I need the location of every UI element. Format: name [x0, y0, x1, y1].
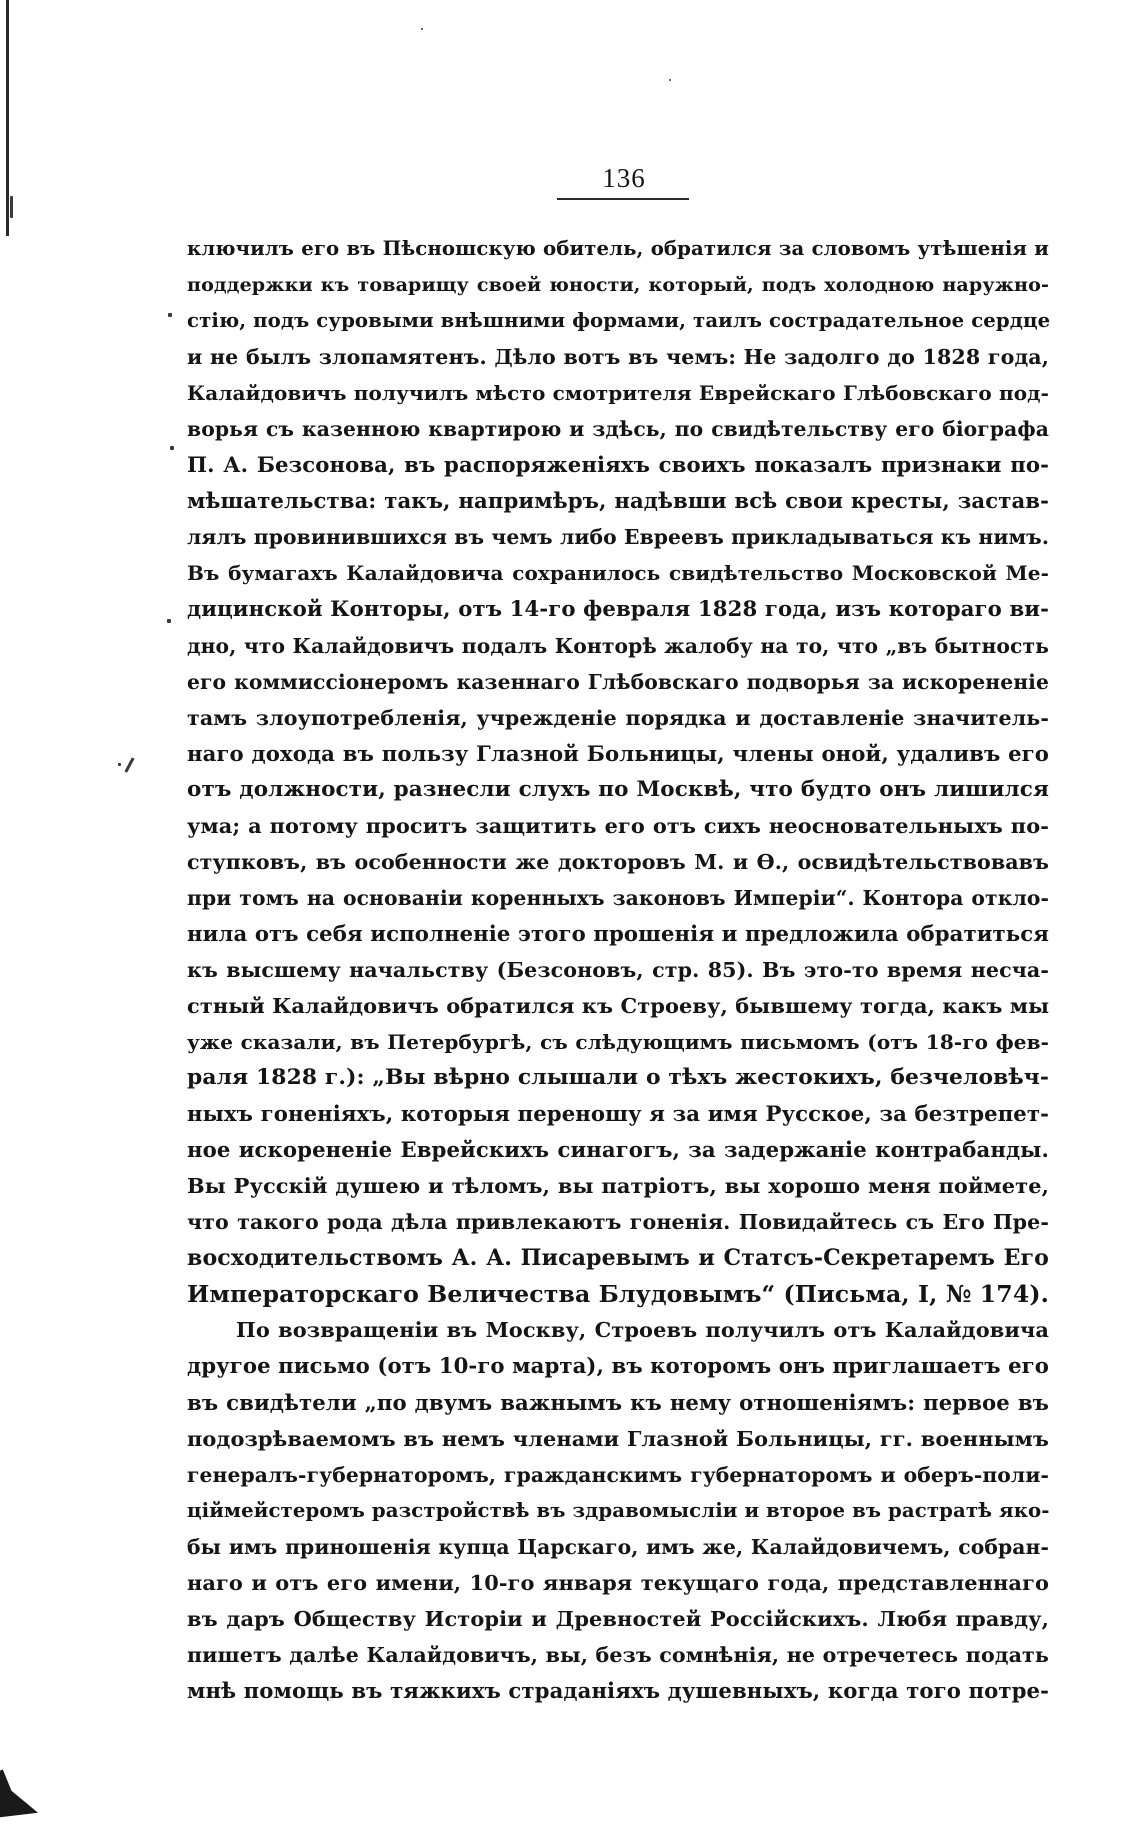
text-line: нила отъ себя исполненіе этого прошенія и предложила обратиться — [187, 920, 1049, 946]
text-line: тамъ злоупотребленія, учрежденіе порядка и доставленіе значитель- — [187, 705, 1049, 730]
text-line: мѣшательства: такъ, напримѣръ, надѣвши всѣ свои кресты, застав- — [187, 488, 1049, 514]
text-line: Императорскаго Величества Блудовымъ“ (Письма, I, № 174). — [187, 1280, 1049, 1309]
margin-speck — [168, 313, 172, 317]
text-line: Вы Русскій душею и тѣломъ, вы патріотъ, вы хорошо меня поймете, — [187, 1173, 1049, 1199]
margin-speck — [421, 28, 423, 30]
text-line: отъ должности, разнесли слухъ по Москвѣ, что будто онъ лишился — [187, 776, 1049, 802]
text-line: Въ бумагахъ Калайдовича сохранилось свидѣтельство Московской Ме- — [187, 561, 1049, 586]
text-line: дицинской Конторы, отъ 14-го февраля 1828 года, изъ котораго ви- — [187, 596, 1049, 622]
text-line: ума; а потому проситъ защитить его отъ сихъ неосновательныхъ по- — [187, 812, 1049, 838]
text-line: поддержки къ товарищу своей юности, который, подъ холодною наружно- — [187, 273, 1049, 297]
text-line: его коммиссіонеромъ казеннаго Глѣбовскаго подворья за искорененіе — [187, 669, 1049, 694]
margin-speck — [10, 196, 13, 218]
scan-corner-mark — [0, 1781, 38, 1826]
text-line: подозрѣваемомъ въ немъ членами Глазной Больницы, гг. военнымъ — [187, 1425, 1049, 1451]
margin-speck — [170, 446, 174, 450]
text-line: стный Калайдовичъ обратился къ Строеву, бывшему тогда, какъ мы — [187, 992, 1050, 1018]
text-line: въ свидѣтели „по двумъ важнымъ къ нему отношеніямъ: первое въ — [187, 1389, 1049, 1415]
text-line: уже сказали, въ Петербургѣ, съ слѣдующимъ письмомъ (отъ 18-го фев- — [187, 1030, 1049, 1055]
text-line: къ высшему начальству (Безсоновъ, стр. 85). Въ это-то время несча- — [187, 957, 1049, 982]
margin-speck — [118, 763, 121, 766]
text-line: По возвращеніи въ Москву, Строевъ получилъ отъ Калайдовича — [236, 1317, 1049, 1343]
text-line: дно, что Калайдовичъ подалъ Конторѣ жалобу на то, что „въ бытность — [187, 633, 1049, 658]
text-line: что такого рода дѣла привлекаютъ гоненія. Повидайтесь съ Его Пре- — [187, 1210, 1049, 1235]
text-line: восходительствомъ А. А. Писаревымъ и Статсъ-Секретаремъ Его — [187, 1245, 1049, 1272]
text-line: ціймейстеромъ разстройствѣ въ здравомысліи и второе въ растратѣ яко- — [187, 1498, 1050, 1522]
text-line: другое письмо (отъ 10-го марта), въ которомъ онъ приглашаетъ его — [187, 1353, 1049, 1379]
text-line: генералъ-губернаторомъ, гражданскимъ губернаторомъ и оберъ-поли- — [187, 1462, 1049, 1487]
text-line: наго дохода въ пользу Глазной Больницы, члены оной, удаливъ его — [187, 740, 1049, 766]
page-number: 136 — [602, 163, 646, 193]
text-line: П. А. Безсонова, въ распоряженіяхъ своихъ показалъ признаки по- — [187, 452, 1049, 478]
text-line: и не былъ злопамятенъ. Дѣло вотъ въ чемъ: Не задолго до 1828 года, — [187, 345, 1049, 370]
text-line: при томъ на основаніи коренныхъ законовъ Имперіи“. Контора откло- — [187, 885, 1049, 910]
text-line: лялъ провинившихся въ чемъ либо Евреевъ прикладываться къ нимъ. — [187, 525, 1049, 550]
text-line: стію, подъ суровыми внѣшними формами, таилъ сострадательное сердце — [187, 309, 1051, 333]
text-line: Калайдовичъ получилъ мѣсто смотрителя Еврейскаго Глѣбовскаго под- — [187, 381, 1049, 406]
paragraph-1 — [187, 231, 1049, 1312]
margin-speck — [124, 757, 134, 773]
text-line: пишетъ далѣе Калайдовичъ, вы, безъ сомнѣнія, не отречетесь подать — [187, 1642, 1049, 1667]
margin-speck — [669, 79, 671, 81]
page-number-rule — [557, 198, 689, 200]
text-line: ворья съ казенною квартирою и здѣсь, по свидѣтельству его біографа — [187, 417, 1049, 442]
text-line: ныхъ гоненіяхъ, которыя переношу я за имя Русское, за безтрепет- — [187, 1101, 1049, 1127]
margin-speck — [167, 619, 171, 623]
body-text — [187, 231, 1049, 1709]
paragraph-2 — [187, 1312, 1049, 1709]
text-line: бы имъ приношенія купца Царскаго, имъ же, Калайдовичемъ, собран- — [187, 1534, 1049, 1559]
text-line: наго и отъ его имени, 10-го января текущаго года, представленнаго — [187, 1569, 1049, 1595]
text-line: въ даръ Обществу Исторіи и Древностей Россійскихъ. Любя правду, — [187, 1605, 1049, 1631]
text-line: ное искорененіе Еврейскихъ синагогъ, за задержаніе контрабанды. — [187, 1137, 1049, 1163]
page-edge-rule — [6, 0, 9, 236]
text-line: мнѣ помощь въ тяжкихъ страданіяхъ душевныхъ, когда того потре- — [187, 1677, 1049, 1703]
text-line: раля 1828 г.): „Вы вѣрно слышали о тѣхъ жестокихъ, безчеловѣч- — [187, 1065, 1049, 1091]
text-line: ключилъ его въ Пѣсношскую обитель, обратился за словомъ утѣшенія и — [187, 237, 1049, 260]
text-line: ступковъ, въ особенности же докторовъ М. и Ѳ., освидѣтельствовавъ — [187, 849, 1049, 874]
